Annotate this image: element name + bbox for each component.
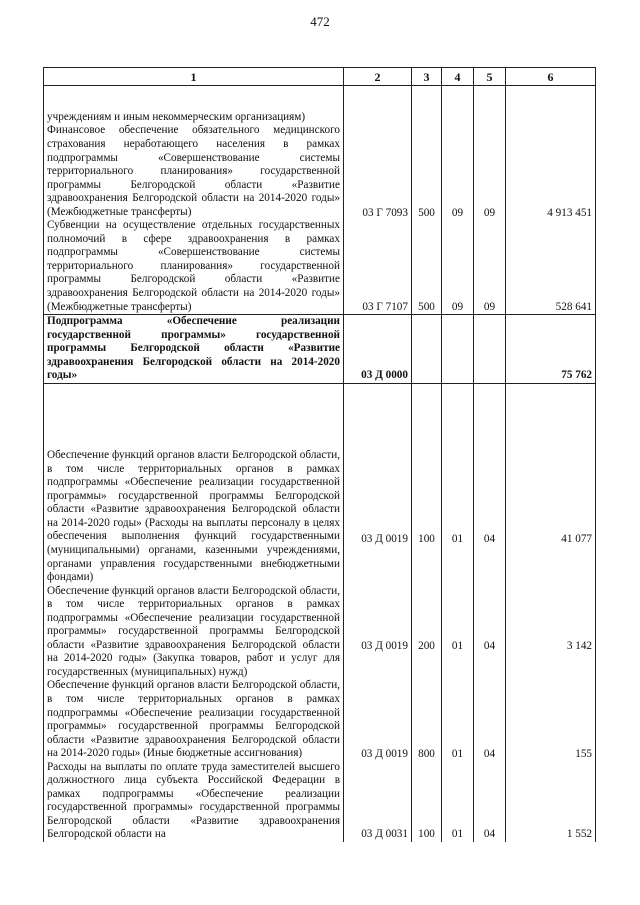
row-vr: 100 — [418, 828, 435, 841]
row-pr: 04 — [483, 747, 496, 760]
row-amount: 75 762 — [506, 315, 596, 384]
row-amount: 528 641 — [555, 300, 592, 313]
row-vr: 800 — [418, 747, 435, 760]
row-code: 03 Д 0019 — [361, 747, 408, 760]
header-col-6: 6 — [506, 68, 596, 86]
row-pr: 04 — [483, 532, 496, 545]
row-pr: 09 — [483, 207, 496, 219]
row-vr: 100 — [418, 532, 435, 545]
row-amount: 41 077 — [561, 532, 592, 545]
row-description: Подпрограмма «Обеспечение реализации государственной программы» государственной программы Белгородской области «Развитие здравоохранения Белгородской области на 2014-2020 годы» — [44, 315, 344, 384]
row-rz: 01 — [451, 640, 464, 653]
row-vr-cell — [412, 86, 442, 315]
row-description: Обеспечение функций органов власти Белгородской области, в том числе территориальных органов в рамках подпрограммы «Обеспечение реализации государственной программы» государственной программы Белгородской области «Развитие здравоохранения Белгородской области на 2014-2020 годы» (Иные бюджетные ассигнования) — [47, 679, 340, 760]
row-vr: 500 — [418, 207, 435, 219]
row-pr: 09 — [483, 300, 496, 313]
budget-table — [43, 67, 596, 842]
row-code: 03 Д 0019 — [361, 640, 408, 653]
row-code: 03 Г 7093 — [362, 207, 408, 219]
row-pr-cell — [474, 86, 506, 315]
row-code: 03 Г 7107 — [362, 300, 408, 313]
header-col-4: 4 — [442, 68, 474, 86]
row-code-cell — [344, 86, 412, 315]
header-col-5: 5 — [474, 68, 506, 86]
row-vr: 200 — [418, 640, 435, 653]
row-pr: 04 — [483, 828, 496, 841]
row-amount: 1 552 — [566, 828, 592, 841]
row-rz: 09 — [451, 300, 464, 313]
row-description: Субвенции на осуществление отдельных государственных полномочий в сфере здравоохранения в рамках подпрограммы «Совершенствование системы территориального планирования» государственной программы Белгородской области «Развитие здравоохранения Белгородской области на 2014-2020 годы» (Межбюджетные трансферты) — [47, 219, 340, 313]
row-rz: 01 — [451, 828, 464, 841]
row-amount-cell — [506, 86, 596, 315]
row-amount: 155 — [575, 747, 592, 760]
row-pr — [474, 315, 506, 384]
table-body — [44, 86, 596, 843]
row-amount-cell — [506, 383, 596, 842]
row-rz — [442, 315, 474, 384]
row-rz-cell — [442, 86, 474, 315]
table-row — [44, 383, 596, 842]
header-col-1: 1 — [44, 68, 344, 86]
table-header-row — [44, 68, 596, 86]
row-vr-cell — [412, 383, 442, 842]
row-description: Расходы на выплаты по оплате труда заместителей высшего должностного лица субъекта Российской Федерации в рамках подпрограммы «Обеспечение реализации государственной программы» государственной программы Белгородской области «Развитие здравоохранения Белгородской области на — [47, 760, 340, 841]
row-description: Обеспечение функций органов власти Белгородской области, в том числе территориальных органов в рамках подпрограммы «Обеспечение реализации государственной программы» государственной программы Белгородской области «Развитие здравоохранения Белгородской области на 2014-2020 годы» (Расходы на выплаты персоналу в целях обеспечения выполнения функций государственными (муниципальными) органами, казенными учреждениями, органами управления государственными внебюджетными фондами) — [47, 449, 340, 584]
row-amount: 3 142 — [566, 640, 592, 653]
page-number: 472 — [310, 14, 330, 29]
row-rz: 01 — [451, 747, 464, 760]
row-description: учреждениям и иным некоммерческим организациям) — [47, 110, 306, 123]
row-vr: 500 — [418, 300, 435, 313]
table-row — [44, 315, 596, 384]
row-description: Финансовое обеспечение обязательного медицинского страхования неработающего населения в рамках подпрограммы «Совершенствование системы территориального планирования» государственной программы Белгородской области «Развитие здравоохранения Белгородской области на 2014-2020 годы» (Межбюджетные трансферты) — [47, 124, 340, 218]
row-description-cell — [44, 383, 344, 842]
header-col-3: 3 — [412, 68, 442, 86]
row-code: 03 Д 0000 — [344, 315, 412, 384]
row-vr — [412, 315, 442, 384]
table-row — [44, 86, 596, 315]
row-code: 03 Д 0031 — [361, 828, 408, 841]
row-code-cell — [344, 383, 412, 842]
row-rz: 09 — [451, 207, 464, 219]
row-amount: 4 913 451 — [547, 207, 592, 219]
header-col-2: 2 — [344, 68, 412, 86]
row-description-cell — [44, 86, 344, 315]
row-description: Обеспечение функций органов власти Белгородской области, в том числе территориальных органов в рамках подпрограммы «Обеспечение реализации государственной программы» государственной программы Белгородской области «Развитие здравоохранения Белгородской области на 2014-2020 годы» (Закупка товаров, работ и услуг для государственных (муниципальных) нужд) — [47, 584, 340, 678]
row-pr: 04 — [483, 640, 496, 653]
row-pr-cell — [474, 383, 506, 842]
row-code: 03 Д 0019 — [361, 532, 408, 545]
row-rz-cell — [442, 383, 474, 842]
row-rz: 01 — [451, 532, 464, 545]
